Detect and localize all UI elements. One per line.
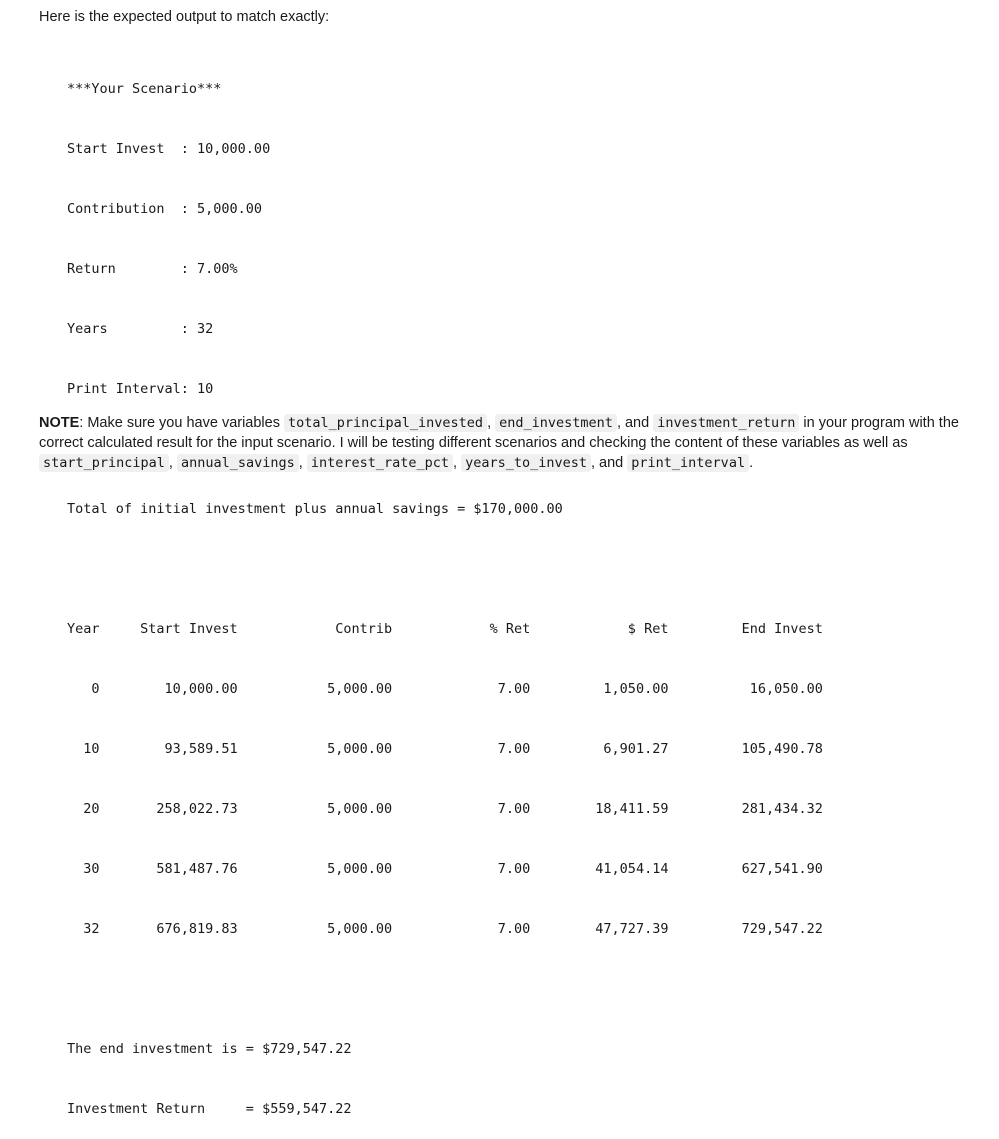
note-paragraph xyxy=(39,413,974,473)
note-text: in your program with the correct calculated result for the input scenario. I will be testing different scenarios and checking the content of these variables as well as xyxy=(39,415,959,451)
investment-return-line: Investment Return = $559,547.22 xyxy=(67,1101,352,1117)
table-row: 30 581,487.76 5,000.00 7.00 41,054.14 627,541.90 xyxy=(67,861,823,877)
note-text: , and xyxy=(616,415,654,431)
scenario-header: ***Your Scenario*** xyxy=(67,81,222,97)
var-start-principal: start_principal xyxy=(39,454,169,472)
total-invested-line: Total of initial investment plus annual savings = $170,000.00 xyxy=(67,501,563,517)
table-row: 0 10,000.00 5,000.00 7.00 1,050.00 16,050.00 xyxy=(67,681,823,697)
var-total-principal-invested: total_principal_invested xyxy=(284,414,487,432)
note-text: , xyxy=(487,415,496,431)
note-text: , xyxy=(168,455,177,471)
var-investment-return: investment_return xyxy=(653,414,799,432)
intro-text: Here is the expected output to match exactly: xyxy=(39,9,330,25)
scenario-print-interval: Print Interval: 10 xyxy=(67,381,214,397)
var-annual-savings: annual_savings xyxy=(177,454,299,472)
note-text: , and xyxy=(591,455,628,471)
table-header: Year Start Invest Contrib % Ret $ Ret End Invest xyxy=(67,621,823,637)
var-print-interval: print_interval xyxy=(627,454,749,472)
note-text: , xyxy=(453,455,462,471)
spacer xyxy=(67,979,823,999)
scenario-start-invest: Start Invest : 10,000.00 xyxy=(67,141,271,157)
program-output-block xyxy=(67,39,823,1139)
table-row: 20 258,022.73 5,000.00 7.00 18,411.59 281,434.32 xyxy=(67,801,823,817)
scenario-return: Return : 7.00% xyxy=(67,261,238,277)
note-text: , xyxy=(298,455,307,471)
note-text: : Make sure you have variables xyxy=(79,415,284,431)
spacer xyxy=(67,559,823,579)
var-interest-rate-pct: interest_rate_pct xyxy=(307,454,453,472)
scenario-contribution: Contribution : 5,000.00 xyxy=(67,201,263,217)
var-years-to-invest: years_to_invest xyxy=(461,454,591,472)
table-row: 10 93,589.51 5,000.00 7.00 6,901.27 105,490.78 xyxy=(67,741,823,757)
scenario-years: Years : 32 xyxy=(67,321,214,337)
note-label: NOTE xyxy=(39,415,80,431)
var-end-investment: end_investment xyxy=(495,414,617,432)
note-text: . xyxy=(749,455,754,471)
end-investment-line: The end investment is = $729,547.22 xyxy=(67,1041,352,1057)
table-row: 32 676,819.83 5,000.00 7.00 47,727.39 729,547.22 xyxy=(67,921,823,937)
